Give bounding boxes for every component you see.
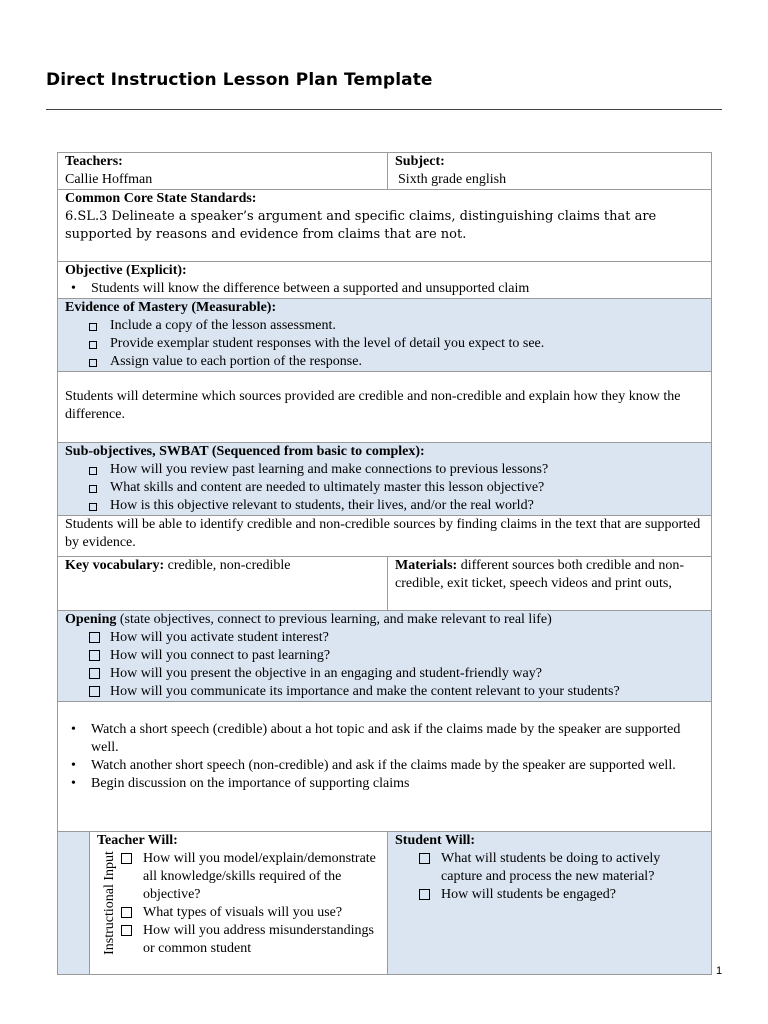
student-will-item: What will students be doing to actively capture and process the new material? xyxy=(395,850,704,886)
materials-label: Materials: xyxy=(395,558,458,573)
vocab-materials-row xyxy=(58,557,712,611)
objective-cell xyxy=(58,262,712,299)
evidence-label: Evidence of Mastery (Measurable): xyxy=(65,300,277,315)
instructional-side-cell xyxy=(58,832,117,975)
vocabulary-cell xyxy=(58,557,388,611)
evidence-row xyxy=(58,299,712,372)
materials-cell xyxy=(388,557,712,611)
teachers-cell xyxy=(58,153,388,190)
standards-cell xyxy=(58,190,712,262)
opening-note: (state objectives, connect to previous learning, and make relevant to real life) xyxy=(116,612,552,627)
vocabulary-label: Key vocabulary: xyxy=(65,558,165,573)
opening-cell xyxy=(58,611,712,702)
subobjectives-label: Sub-objectives, SWBAT (Sequenced from basic to complex): xyxy=(65,444,425,459)
standards-label: Common Core State Standards: xyxy=(65,191,257,206)
subject-value: Sixth grade english xyxy=(398,172,507,187)
student-will-cell xyxy=(388,832,712,975)
teacher-will-cell xyxy=(90,832,388,975)
page-number: 1 xyxy=(716,965,723,977)
standards-text: 6.SL.3 Delineate a speaker’s argument and specific claims, distinguishing claims that are supported by reasons and evidence from claims that are not. xyxy=(65,209,657,242)
subobjective-item: How is this objective relevant to students, their lives, and/or the real world? xyxy=(65,497,704,515)
title-divider xyxy=(46,109,722,110)
subobjective-item: How will you review past learning and make connections to previous lessons? xyxy=(65,461,704,479)
teacher-will-item: What types of visuals will you use? xyxy=(97,904,380,922)
opening-response-row xyxy=(58,702,712,832)
teachers-subject-row xyxy=(58,153,712,190)
opening-item: How will you activate student interest? xyxy=(65,629,704,647)
evidence-item: Provide exemplar student responses with the level of detail you expect to see. xyxy=(65,335,704,353)
opening-item: How will you communicate its importance and make the content relevant to your students? xyxy=(65,683,704,701)
subject-cell xyxy=(388,153,712,190)
subject-label: Subject: xyxy=(395,154,445,169)
subobjectives-response: Students will be able to identify credible and non-credible sources by finding claims in the text that are supported by evidence. xyxy=(65,517,701,550)
evidence-cell xyxy=(58,299,712,372)
opening-item: How will you present the objective in an engaging and student-friendly way? xyxy=(65,665,704,683)
objective-bullet: • Students will know the difference between a supported and unsupported claim xyxy=(65,280,704,298)
evidence-response-row xyxy=(58,372,712,443)
document-title: Direct Instruction Lesson Plan Template xyxy=(46,70,433,90)
opening-label: Opening xyxy=(65,612,117,627)
materials-value: different sources both credible and non-credible, exit ticket, speech videos and print outs, xyxy=(395,558,684,591)
opening-response-cell xyxy=(58,702,712,832)
subobjectives-response-row xyxy=(58,516,712,557)
vocabulary-value: credible, non-credible xyxy=(164,558,291,573)
student-will-label: Student Will: xyxy=(395,833,476,848)
subobjectives-response-cell xyxy=(58,516,712,557)
opening-item: How will you connect to past learning? xyxy=(65,647,704,665)
teachers-label: Teachers: xyxy=(65,154,123,169)
standards-row xyxy=(58,190,712,262)
subobjective-item: What skills and content are needed to ultimately master this lesson objective? xyxy=(65,479,704,497)
opening-bullet: • Watch a short speech (credible) about a hot topic and ask if the claims made by the speaker are supported well. xyxy=(65,721,704,757)
teachers-value: Callie Hoffman xyxy=(65,172,153,187)
evidence-item: Assign value to each portion of the response. xyxy=(65,353,704,371)
student-will-item: How will students be engaged? xyxy=(395,886,704,904)
subobjectives-row xyxy=(58,443,712,516)
instructional-row xyxy=(58,832,712,975)
lesson-plan-table xyxy=(57,152,712,975)
evidence-response: Students will determine which sources provided are credible and non-credible and explain how they know the difference. xyxy=(65,389,681,422)
teacher-will-item: How will you address misunderstandings or common student xyxy=(97,922,380,958)
teacher-will-label: Teacher Will: xyxy=(97,833,178,848)
opening-bullet: • Begin discussion on the importance of supporting claims xyxy=(65,775,704,793)
opening-bullet: • Watch another short speech (non-credible) and ask if the claims made by the speaker are supported well. xyxy=(65,757,704,775)
objective-label: Objective (Explicit): xyxy=(65,263,187,278)
evidence-item: Include a copy of the lesson assessment. xyxy=(65,317,704,335)
opening-row xyxy=(58,611,712,702)
teacher-will-item: How will you model/explain/demonstrate all knowledge/skills required of the objective? xyxy=(97,850,380,904)
instructional-side-label: Instructional Input xyxy=(101,851,117,955)
evidence-response-cell xyxy=(58,372,712,443)
objective-row xyxy=(58,262,712,299)
subobjectives-cell xyxy=(58,443,712,516)
